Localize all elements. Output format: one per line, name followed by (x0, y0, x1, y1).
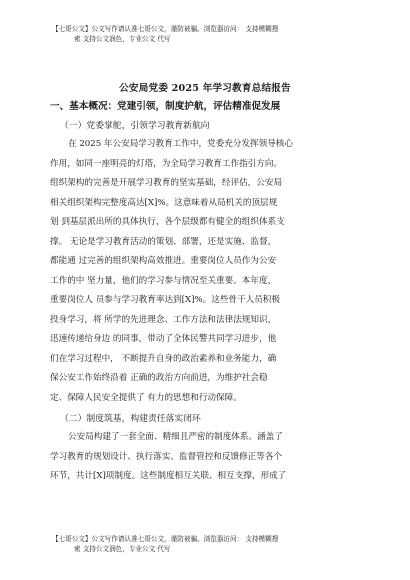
paragraph-line: 公安局构建了一套全面、精细且严密的制度体系。涵盖了 (68, 432, 283, 442)
paragraph-line: 组织架构的完善是开展学习教育的坚实基础，经评估，公安局 (50, 178, 283, 188)
document-title: 公安局党委 2025 年学习教育总结报告 (119, 83, 291, 94)
paragraph-line: 相关组织架构完整度高达[X]%。这意味着从局机关的顶层规 (50, 197, 278, 208)
paragraph-line: 在 2025 年公安局学习教育工作中，党委充分发挥领导核心 (68, 139, 293, 149)
page-footer (52, 534, 372, 554)
paragraph-line: 重要岗位人 员参与学习教育率达到[X]%。这些骨干人员积极 (50, 295, 280, 305)
paragraph-2 (50, 428, 368, 487)
header-line-2: 索 支持公文润色，专业公文 代写 (74, 35, 171, 43)
paragraph-line: 定、保障人民安全提供了 有力的思想和行动保障。 (50, 392, 242, 403)
paragraph-line: 投身学习，将 所学的先进理念、工作方法和法律法规知识， (50, 314, 277, 325)
paragraph-line: 都能通 过完善的组织架构高效推进。重要岗位人员作为公安 (50, 256, 277, 266)
subsection-2-heading: （二）制度筑基，构建责任落实闭环 (60, 414, 201, 424)
paragraph-line: 迅速传递给身边 的同事，带动了全体民警共同学习进步，他 (50, 334, 277, 344)
paragraph-1 (50, 135, 368, 408)
paragraph-line: 撑。 无论是学习教育活动的策划、部署，还是实施、监督， (50, 236, 277, 247)
paragraph-line: 学习教育的规划设计、执行落实、监督管控和反馈修正等各个 (50, 451, 283, 462)
page-header (52, 24, 372, 44)
paragraph-line: 保公安工作始终沿着 正确的政治方向前进，为维护社会稳 (50, 373, 268, 383)
paragraph-line: 们在学习过程中， 不断提升自身的政治素养和业务能力，确 (50, 353, 277, 364)
footer-line-2: 索 支持公文润色，专业公文 代写 (74, 545, 171, 553)
paragraph-line: 划 到基层派出所的具体执行，各个层级都有健全的组织体系支 (50, 217, 285, 227)
footer-line-1: 【七哥公文】公文写作请认准七哥公文，谨防被骗。浏览器访问： 支持模糊搜 (52, 535, 279, 543)
paragraph-line: 环节，共计[X]项制度。这些制度相互关联、相互支撑，形成了 (50, 471, 287, 481)
header-line-1: 【七哥公文】公文写作请认准七哥公文，谨防被骗。浏览器访问： 支持模糊搜 (52, 25, 279, 33)
paragraph-line: 作用，如同一座明亮的灯塔，为全局学习教育工作指引方向。 (50, 158, 283, 169)
section-1-heading: 一、基本概况：党建引领，制度护航，评估精准促发展 (50, 101, 281, 112)
subsection-1-heading: （一）党委掌舵，引领学习教育新航向 (60, 121, 210, 131)
paragraph-line: 工作的中 坚力量，他们的学习参与情况至关重要。本年度， (50, 275, 277, 286)
